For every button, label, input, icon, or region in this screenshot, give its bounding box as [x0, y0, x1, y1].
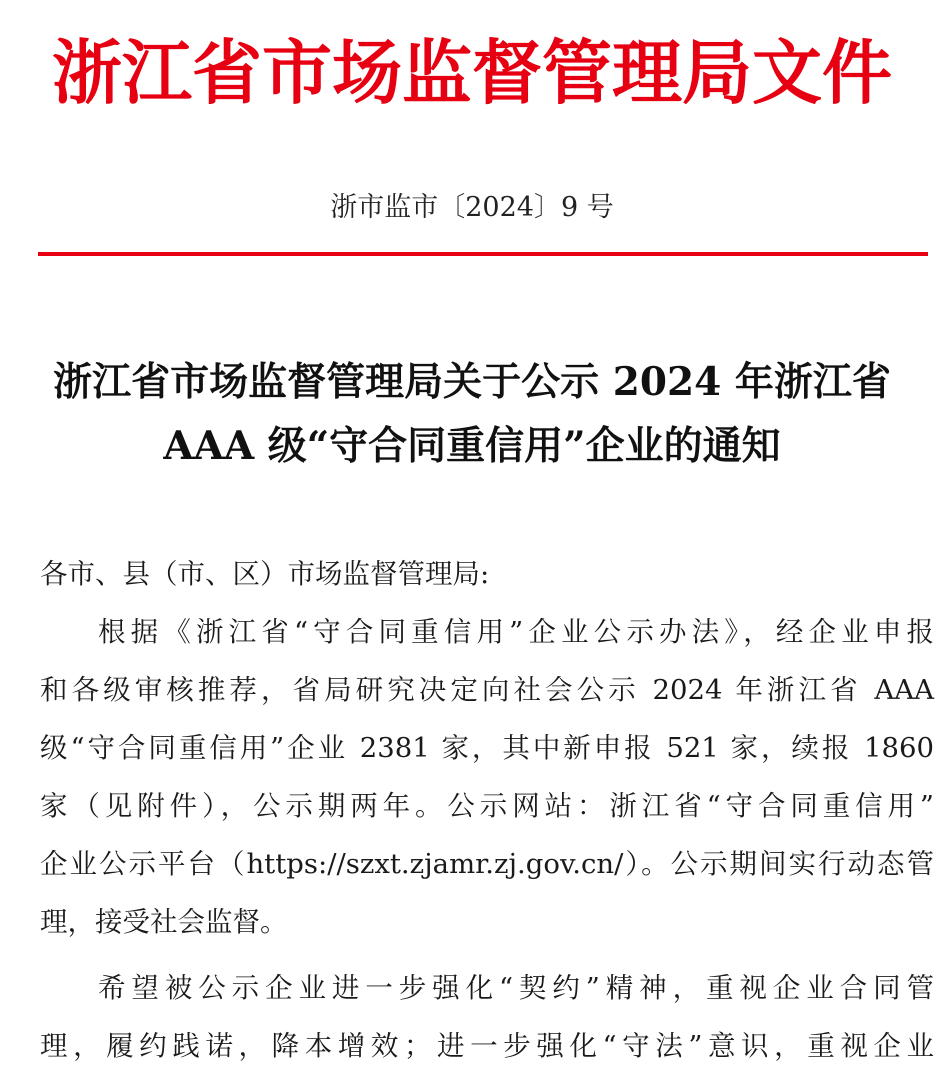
paragraph-line: 级“守合同重信用”企业 2381 家，其中新申报 521 家，续报 1860 — [40, 732, 934, 764]
red-divider-rule — [38, 252, 928, 256]
salutation-text: 各市、县（市、区）市场监督管理局: — [40, 558, 490, 590]
document-number: 浙市监市〔2024〕9 号 — [330, 192, 614, 223]
salutation — [40, 545, 934, 603]
notice-title — [0, 350, 944, 478]
document-header-title: 浙江省市场监督管理局文件 — [52, 32, 892, 114]
paragraph-line: 和各级审核推荐，省局研究决定向社会公示 2024 年浙江省 AAA — [40, 674, 934, 706]
paragraph-line: 希望被公示企业进一步强化“契约”精神，重视企业合同管 — [98, 972, 934, 1004]
paragraph-line: 理，履约践诺，降本增效；进一步强化“守法”意识，重视企业 — [40, 1030, 934, 1062]
notice-body — [40, 545, 934, 1075]
notice-title-line-2: AAA 级“守合同重信用”企业的通知 — [163, 423, 781, 469]
paragraph-line: 理，接受社会监督。 — [40, 906, 288, 938]
paragraph-line: 根据《浙江省“守合同重信用”企业公示办法》，经企业申报 — [98, 616, 934, 648]
paragraph-2 — [40, 959, 934, 1075]
notice-title-line-1: 浙江省市场监督管理局关于公示 2024 年浙江省 — [53, 359, 891, 405]
paragraph-line: 企业公示平台（https://szxt.zjamr.zj.gov.cn/）。公示期间实行动态管 — [40, 848, 934, 880]
paragraph-1 — [40, 603, 934, 951]
paragraph-line: 家（见附件），公示期两年。公示网站：浙江省“守合同重信用” — [40, 790, 934, 822]
